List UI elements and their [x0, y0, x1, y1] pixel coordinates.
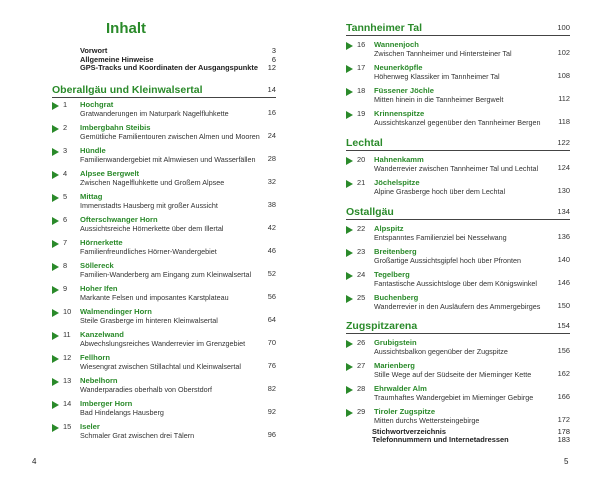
toc-entry[interactable]: [346, 361, 570, 385]
tour-description: Familienwandergebiet mit Almwiesen und Wasserfällen: [80, 155, 256, 164]
triangle-marker-icon: [52, 424, 59, 432]
tour-name: Neunerköpfle: [374, 63, 423, 72]
toc-entry[interactable]: [52, 330, 276, 354]
triangle-marker-icon: [346, 65, 353, 73]
toc-entry[interactable]: [52, 284, 276, 308]
toc-entry[interactable]: [52, 399, 276, 423]
tour-description: Wanderparadies oberhalb von Oberstdorf: [80, 385, 212, 394]
toc-entry[interactable]: [346, 338, 570, 362]
tour-name: Ehrwalder Alm: [374, 384, 427, 393]
tour-number: 16: [357, 40, 366, 49]
tour-description: Wanderrevier zwischen Tannheimer Tal und Lechtal: [374, 164, 539, 173]
triangle-marker-icon: [52, 148, 59, 156]
tour-name: Tegelberg: [374, 270, 410, 279]
triangle-marker-icon: [52, 240, 59, 248]
tour-name: Iseler: [80, 422, 100, 431]
front-matter-page: 3: [271, 46, 276, 55]
tour-page: 46: [267, 246, 276, 255]
section-heading[interactable]: Zugspitzarena: [346, 320, 418, 332]
section-page: 122: [557, 138, 570, 147]
tour-number: 25: [357, 293, 366, 302]
toc-entry[interactable]: [346, 63, 570, 87]
right-page: [300, 0, 600, 480]
tour-description: Stille Wege auf der Südseite der Mieminger Kette: [374, 370, 532, 379]
tour-page: 24: [267, 131, 276, 140]
tour-number: 18: [357, 86, 366, 95]
tour-page: 52: [267, 269, 276, 278]
front-matter-page: 6: [271, 54, 276, 64]
tour-name: Ofterschwanger Horn: [80, 215, 158, 224]
front-matter-label: Allgemeine Hinweise: [80, 54, 154, 64]
triangle-marker-icon: [346, 226, 353, 234]
tour-number: 7: [63, 238, 68, 247]
tour-description: Gratwanderungen im Naturpark Nagelfluhkette: [80, 109, 229, 118]
tour-name: Imberger Horn: [80, 399, 133, 408]
tour-description: Gemütliche Familientouren zwischen Almen und Mooren: [80, 132, 260, 141]
tour-name: Alpsee Bergwelt: [80, 169, 140, 178]
tour-description: Abwechslungsreiches Wanderrevier im Grenzgebiet: [80, 339, 246, 348]
tour-name: Fellhorn: [80, 353, 110, 362]
section-page: 100: [557, 23, 570, 32]
triangle-marker-icon: [346, 111, 353, 119]
tour-page: 118: [558, 117, 570, 126]
triangle-marker-icon: [52, 378, 59, 386]
tour-page: 112: [558, 94, 570, 103]
tour-page: 56: [267, 292, 276, 301]
tour-name: Grubigstein: [374, 338, 417, 347]
tour-description: Aussichtskanzel gegenüber den Tannheimer Bergen: [374, 118, 541, 127]
toc-entry[interactable]: [52, 307, 276, 331]
page-number: 5: [564, 457, 569, 466]
page-number: 4: [32, 457, 37, 466]
toc-entry[interactable]: [52, 238, 276, 262]
tour-description: Entspanntes Familienziel bei Nesselwang: [374, 233, 507, 242]
tour-description: Traumhaftes Wandergebiet im Mieminger Gebirge: [374, 393, 534, 402]
tour-name: Nebelhorn: [80, 376, 118, 385]
triangle-marker-icon: [346, 88, 353, 96]
tour-number: 24: [357, 270, 366, 279]
triangle-marker-icon: [346, 363, 353, 371]
tour-page: 102: [557, 48, 570, 57]
tour-page: 92: [267, 407, 276, 416]
tour-number: 29: [357, 407, 366, 416]
toc-entry[interactable]: [346, 384, 570, 408]
front-matter-label: Vorwort: [80, 46, 108, 55]
front-matter-page: 12: [267, 63, 276, 72]
tour-name: Walmendinger Horn: [80, 307, 152, 316]
tour-page: 32: [267, 177, 276, 186]
tour-number: 5: [63, 192, 68, 201]
section-heading[interactable]: Lechtal: [346, 137, 383, 149]
tour-page: 108: [557, 71, 570, 80]
tour-description: Familienfreundliches Hörner-Wandergebiet: [80, 247, 217, 256]
triangle-marker-icon: [346, 249, 353, 257]
toc-entry[interactable]: [346, 293, 570, 317]
triangle-marker-icon: [52, 286, 59, 294]
toc-entry[interactable]: [346, 40, 570, 64]
tour-description: Wanderrevier in den Ausläufern des Ammergebirges: [374, 302, 541, 311]
tour-page: 64: [267, 315, 276, 324]
triangle-marker-icon: [52, 217, 59, 225]
tour-page: 146: [557, 278, 570, 287]
tour-number: 14: [63, 399, 72, 408]
tour-description: Immenstadts Hausberg mit großer Aussicht: [80, 201, 218, 210]
tour-number: 12: [63, 353, 72, 362]
section-page: 154: [557, 321, 570, 330]
tour-name: Imbergbahn Steibis: [80, 123, 151, 132]
section-heading[interactable]: Tannheimer Tal: [346, 22, 423, 34]
tour-description: Aussichtsreiche Hörnerkette über dem Illertal: [80, 224, 224, 233]
tour-description: Aussichtsbalkon gegenüber der Zugspitze: [374, 347, 508, 356]
toc-entry[interactable]: [346, 86, 570, 110]
tour-name: Hündle: [80, 146, 106, 155]
tour-number: 20: [357, 155, 366, 164]
tour-page: 28: [267, 154, 276, 163]
toc-entry[interactable]: [52, 215, 276, 239]
tour-name: Jöchelspitze: [374, 178, 420, 187]
section-divider: [346, 150, 570, 151]
section-divider: [346, 219, 570, 220]
index-item-page: 183: [557, 435, 570, 444]
section-divider: [346, 35, 570, 36]
index-item-label[interactable]: Stichwortverzeichnis: [372, 427, 446, 436]
toc-entry[interactable]: [52, 261, 276, 285]
tour-page: 38: [267, 200, 276, 209]
triangle-marker-icon: [346, 409, 353, 417]
index-item-label[interactable]: Telefonnummern und Internetadressen: [372, 435, 509, 444]
toc-entry[interactable]: [346, 155, 570, 179]
tour-number: 17: [357, 63, 366, 72]
section-heading[interactable]: Oberallgäu und Kleinwalsertal: [52, 84, 203, 96]
triangle-marker-icon: [52, 125, 59, 133]
tour-page: 70: [267, 338, 276, 347]
triangle-marker-icon: [52, 194, 59, 202]
tour-name: Tiroler Zugspitze: [374, 407, 436, 416]
tour-description: Großartige Aussichtsgipfel hoch über Pfronten: [374, 256, 522, 265]
tour-number: 6: [63, 215, 68, 224]
triangle-marker-icon: [346, 272, 353, 280]
tour-description: Mitten hinein in die Tannheimer Bergwelt: [374, 95, 504, 104]
tour-number: 15: [63, 422, 72, 431]
triangle-marker-icon: [52, 102, 59, 110]
toc-entry[interactable]: [52, 376, 276, 400]
toc-entry[interactable]: [346, 270, 570, 294]
front-matter-label: GPS-Tracks und Koordinaten der Ausgangspunkte: [80, 63, 258, 72]
tour-number: 4: [63, 169, 68, 178]
tour-page: 150: [557, 301, 570, 310]
tour-number: 19: [357, 109, 366, 118]
triangle-marker-icon: [346, 180, 353, 188]
triangle-marker-icon: [52, 171, 59, 179]
tour-name: Buchenberg: [374, 293, 419, 302]
toc-entry[interactable]: [52, 192, 276, 216]
tour-description: Mitten durchs Wettersteingebirge: [374, 416, 480, 425]
toc-entry[interactable]: [52, 123, 276, 147]
tour-page: 172: [557, 415, 570, 424]
tour-name: Söllereck: [80, 261, 114, 270]
tour-description: Zwischen Tannheimer und Hintersteiner Tal: [374, 49, 512, 58]
tour-page: 96: [267, 430, 276, 439]
triangle-marker-icon: [346, 340, 353, 348]
tour-page: 162: [557, 369, 570, 378]
tour-number: 26: [357, 338, 366, 347]
triangle-marker-icon: [346, 157, 353, 165]
front-matter-list: [80, 47, 276, 73]
triangle-marker-icon: [52, 332, 59, 340]
tour-name: Hoher Ifen: [80, 284, 118, 293]
tour-number: 9: [63, 284, 68, 293]
tour-number: 27: [357, 361, 366, 370]
tour-description: Höhenweg Klassiker im Tannheimer Tal: [374, 72, 500, 81]
tour-number: 3: [63, 146, 68, 155]
section-page: 14: [267, 85, 276, 94]
tour-number: 8: [63, 261, 68, 270]
tour-description: Familien-Wanderberg am Eingang zum Kleinwalsertal: [80, 270, 252, 279]
section-heading[interactable]: Ostallgäu: [346, 206, 394, 218]
tour-page: 76: [267, 361, 276, 370]
section-divider: [346, 333, 570, 334]
toc-entry[interactable]: [52, 146, 276, 170]
tour-number: 10: [63, 307, 72, 316]
tour-description: Schmaler Grat zwischen drei Tälern: [80, 431, 195, 440]
triangle-marker-icon: [52, 401, 59, 409]
tour-number: 23: [357, 247, 366, 256]
tour-number: 2: [63, 123, 68, 132]
toc-entry[interactable]: [52, 100, 276, 124]
tour-number: 28: [357, 384, 366, 393]
tour-page: 130: [557, 186, 570, 195]
tour-name: Breitenberg: [374, 247, 417, 256]
toc-entry[interactable]: [52, 169, 276, 193]
tour-number: 1: [63, 100, 68, 109]
toc-entry[interactable]: [346, 109, 570, 133]
tour-name: Kanzelwand: [80, 330, 124, 339]
tour-description: Bad Hindelangs Hausberg: [80, 408, 164, 417]
tour-page: 140: [557, 255, 570, 264]
tour-name: Füssener Jöchle: [374, 86, 434, 95]
tour-description: Wiesengrat zwischen Stillachtal und Kleinwalsertal: [80, 362, 241, 371]
tour-description: Alpine Grasberge hoch über dem Lechtal: [374, 187, 506, 196]
tour-page: 82: [267, 384, 276, 393]
toc-entry[interactable]: [52, 422, 276, 446]
tour-name: Marienberg: [374, 361, 415, 370]
tour-description: Steile Grasberge im hinteren Kleinwalsertal: [80, 316, 218, 325]
tour-description: Zwischen Nagelfluhkette und Großem Alpsee: [80, 178, 225, 187]
triangle-marker-icon: [52, 263, 59, 271]
front-matter-item[interactable]: [80, 64, 276, 73]
triangle-marker-icon: [346, 295, 353, 303]
tour-page: 16: [267, 108, 276, 117]
section-divider: [52, 97, 276, 98]
tour-name: Hahnenkamm: [374, 155, 424, 164]
tour-page: 136: [557, 232, 570, 241]
triangle-marker-icon: [52, 355, 59, 363]
tour-name: Wannenjoch: [374, 40, 419, 49]
index-item-page: 178: [557, 427, 570, 436]
tour-name: Hochgrat: [80, 100, 114, 109]
toc-entry[interactable]: [52, 353, 276, 377]
triangle-marker-icon: [346, 42, 353, 50]
tour-page: 124: [557, 163, 570, 172]
tour-name: Krinnenspitze: [374, 109, 425, 118]
toc-entry[interactable]: [346, 247, 570, 271]
tour-name: Mittag: [80, 192, 103, 201]
tour-name: Alpspitz: [374, 224, 404, 233]
tour-name: Hörnerkette: [80, 238, 123, 247]
tour-number: 22: [357, 224, 366, 233]
toc-entry[interactable]: [346, 224, 570, 248]
tour-number: 13: [63, 376, 72, 385]
tour-page: 166: [557, 392, 570, 401]
section-page: 134: [557, 207, 570, 216]
tour-number: 21: [357, 178, 366, 187]
page-title: Inhalt: [106, 20, 146, 37]
triangle-marker-icon: [346, 386, 353, 394]
toc-entry[interactable]: [346, 178, 570, 202]
triangle-marker-icon: [52, 309, 59, 317]
tour-page: 156: [557, 346, 570, 355]
tour-page: 42: [267, 223, 276, 232]
tour-description: Fantastische Aussichtsloge über dem Königswinkel: [374, 279, 538, 288]
tour-number: 11: [63, 330, 71, 339]
tour-description: Markante Felsen und imposantes Karstplateau: [80, 293, 229, 302]
